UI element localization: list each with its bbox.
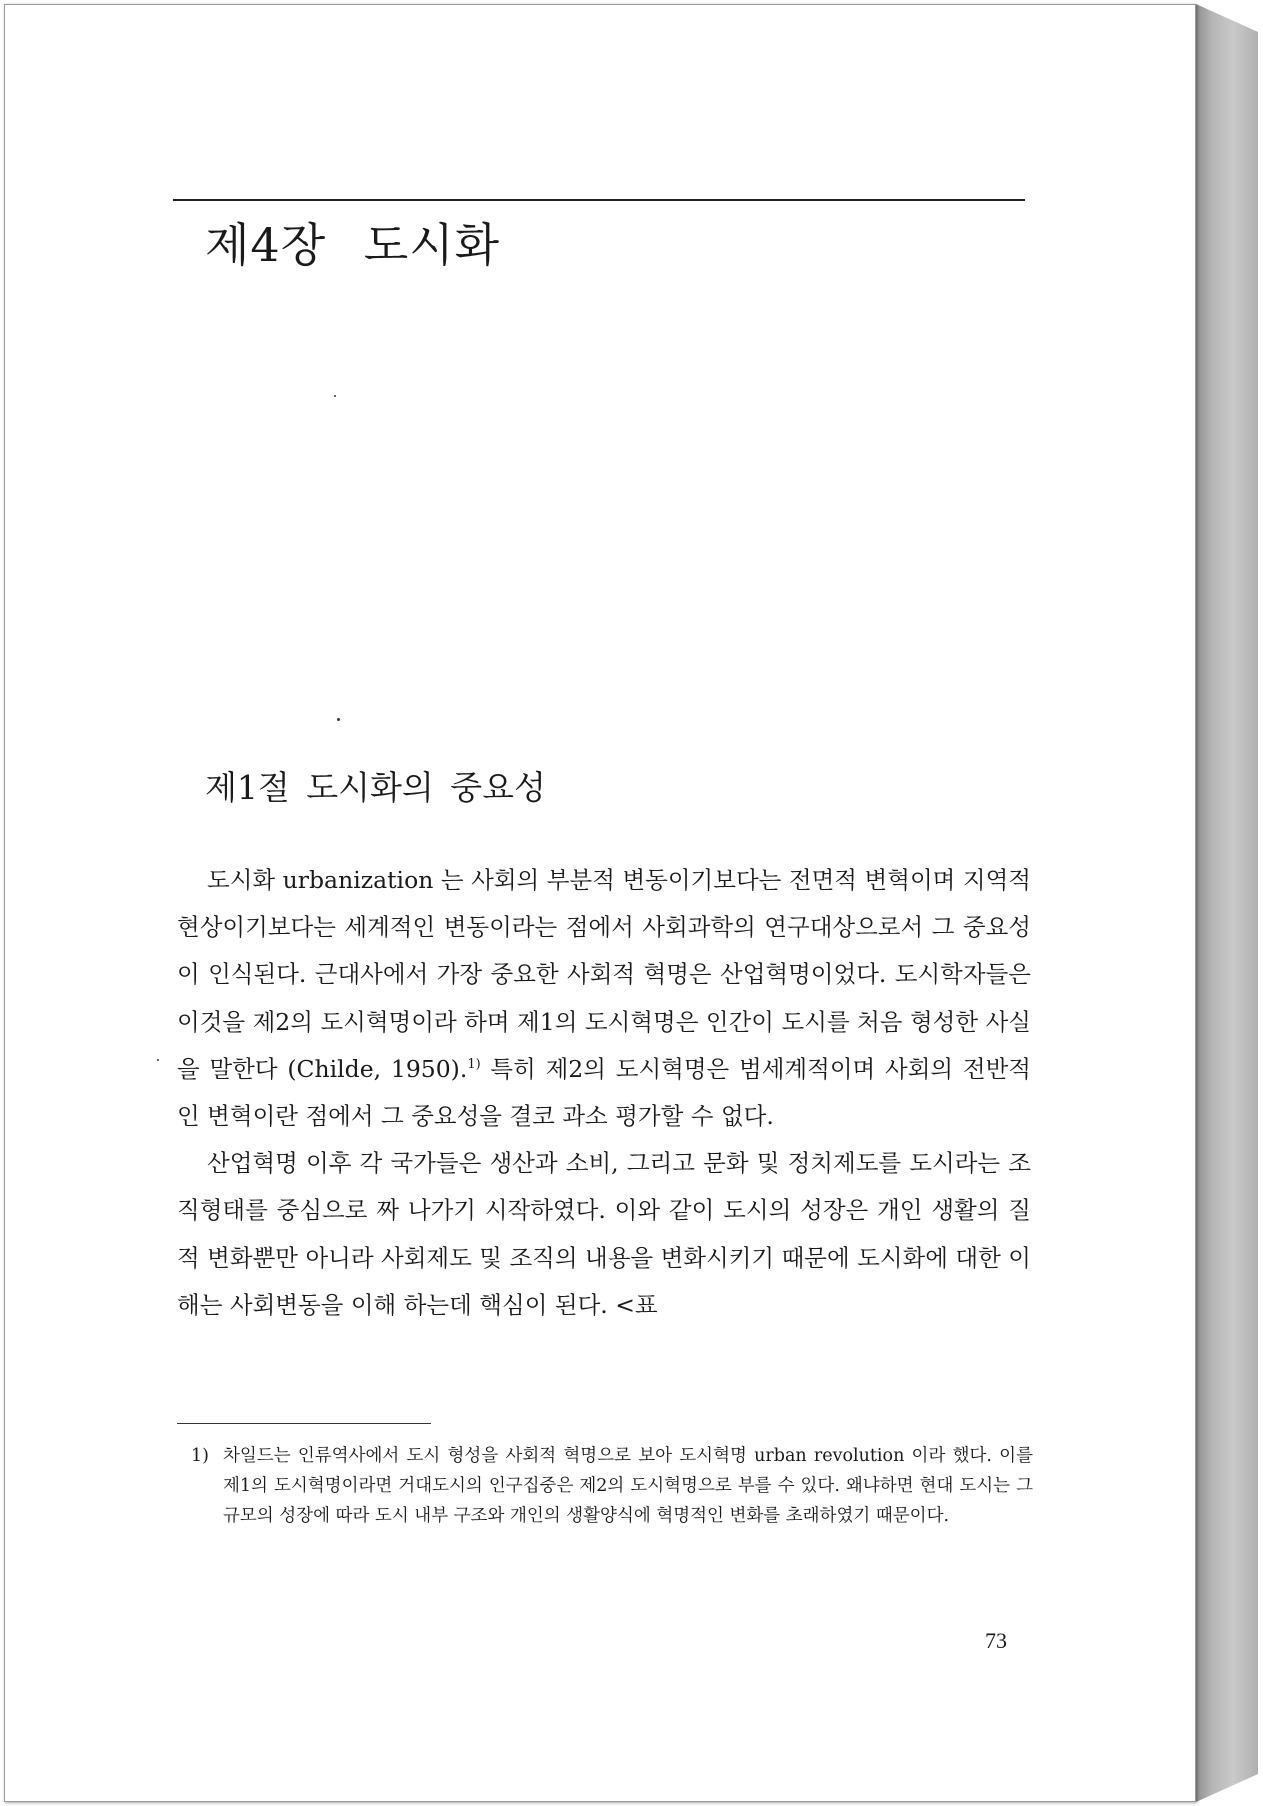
scan-speck: [157, 1059, 159, 1061]
book-page-edges: [1196, 4, 1258, 1802]
scan-speck: [334, 395, 336, 397]
scan-speck: [337, 718, 340, 721]
footnote-reference: 1): [467, 1056, 481, 1072]
section-title: 제1절 도시화의 중요성: [205, 768, 546, 807]
footnote-text: 차일드는 인류역사에서 도시 형성을 사회적 혁명으로 보아 도시혁명 urban revolution 이라 했다. 이를 제1의 도시혁명이라면 거대도시의 인구집중은 제2의 도시혁명으로 부를 수 있다. 왜냐하면 현대 도시는 그 규모의 성장에 따라 도시 내부 구조와 개인의 생활양식에 혁명적인 변화를 초래하였기 때문이다.: [223, 1446, 1033, 1526]
chapter-rule: [173, 199, 1025, 201]
chapter-title: 제4장 도시화: [205, 218, 501, 272]
body-text: [177, 857, 1031, 1329]
footnote: [191, 1441, 1033, 1531]
paragraph-2: 산업혁명 이후 각 국가들은 생산과 소비, 그리고 문화 및 정치제도를 도시라는 조직형태를 중심으로 짜 나가기 시작하였다. 이와 같이 도시의 성장은 개인 생활의 질적 변화뿐만 아니라 사회제도 및 조직의 내용을 변화시키기 때문에 도시화에 대한 이해는 사회변동을 이해 하는데 핵심이 된다. <표: [177, 1149, 1032, 1319]
page-content: [5, 5, 1195, 1801]
footnote-number: 1): [191, 1446, 209, 1466]
footnote-rule: [177, 1423, 431, 1424]
paragraph-1: [177, 857, 1031, 1140]
paragraph-1-text: 도시화 urbanization 는 사회의 부분적 변동이기보다는 전면적 변혁이며 지역적 현상이기보다는 세계적인 변동이라는 점에서 사회과학의 연구대상으로서 그 중요성이 인식된다. 근대사에서 가장 중요한 사회적 혁명은 산업혁명이었다. 도시학자들은 이것을 제2의 도시혁명이라 하며 제1의 도시혁명은 인간이 도시를 처음 형성한 사실을 말한다 (Childe, 1950).: [177, 866, 1031, 1083]
page-number: 73: [985, 1628, 1007, 1653]
book-page: [4, 4, 1196, 1802]
paragraph-1-text-continued: 특히 제2의 도시혁명은 범세계적이며 사회의 전반적인 변혁이란 점에서 그 중요성을 결코 과소 평가할 수 없다.: [177, 1054, 1031, 1131]
